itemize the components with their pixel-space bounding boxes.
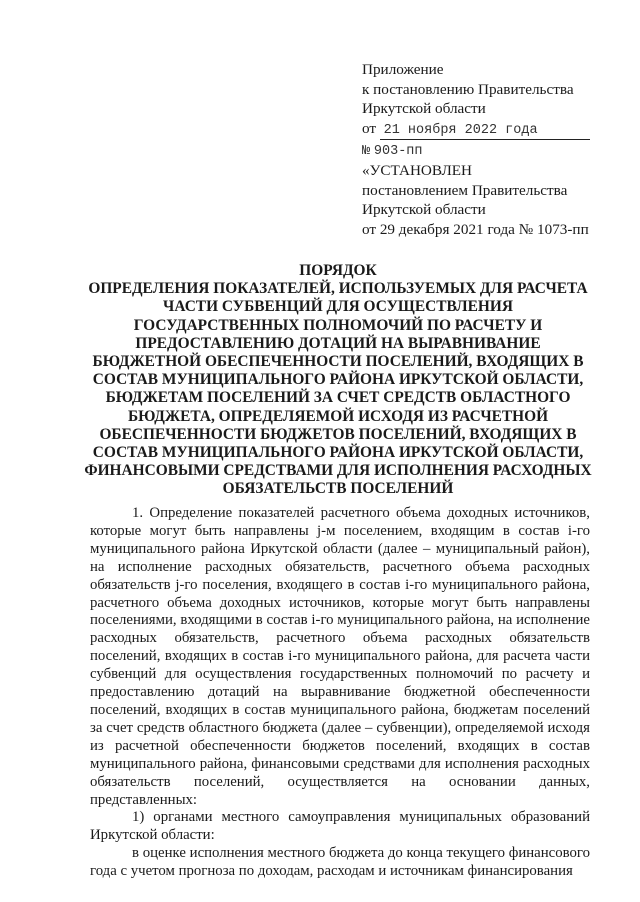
paragraph-3: в оценке исполнения местного бюджета до конца текущего финансового года с учетом прогноза по доходам, расходам и источникам финансирования bbox=[90, 845, 590, 880]
title-line: СОСТАВ МУНИЦИПАЛЬНОГО РАЙОНА ИРКУТСКОЙ ОБЛАСТИ, bbox=[92, 444, 584, 462]
title-line: ЧАСТИ СУБВЕНЦИЙ ДЛЯ ОСУЩЕСТВЛЕНИЯ bbox=[163, 298, 513, 316]
date-prefix: от bbox=[362, 119, 377, 137]
paragraph-2: 1) органами местного самоуправления муниципальных образований Иркутской области: bbox=[90, 809, 590, 844]
established-region: Иркутской области bbox=[362, 201, 486, 218]
established-by: постановлением Правительства bbox=[362, 181, 568, 199]
title-line: ОБЕСПЕЧЕННОСТИ БЮДЖЕТОВ ПОСЕЛЕНИЙ, ВХОДЯЩИХ В bbox=[99, 425, 577, 443]
appendix-label: Приложение bbox=[362, 61, 444, 78]
title-line: ОПРЕДЕЛЕНИЯ ПОКАЗАТЕЛЕЙ, ИСПОЛЬЗУЕМЫХ ДЛЯ РАСЧЕТА bbox=[88, 280, 588, 298]
resolution-reference: к постановлению Правительства bbox=[362, 80, 574, 98]
established-date: от 29 декабря 2021 года № 1073-пп bbox=[362, 220, 589, 238]
document-title bbox=[70, 262, 606, 499]
date-field bbox=[380, 121, 590, 140]
title-line: БЮДЖЕТНОЙ ОБЕСПЕЧЕННОСТИ ПОСЕЛЕНИЙ, ВХОДЯЩИХ В bbox=[92, 353, 584, 371]
title-line: ПРЕДОСТАВЛЕНИЮ ДОТАЦИЙ НА ВЫРАВНИВАНИЕ bbox=[135, 334, 541, 352]
resolution-number-row bbox=[362, 140, 602, 162]
region-name: Иркутской области bbox=[362, 100, 486, 117]
title-line: ОБЯЗАТЕЛЬСТВ ПОСЕЛЕНИЙ bbox=[222, 480, 454, 498]
title-line: ГОСУДАРСТВЕННЫХ ПОЛНОМОЧИЙ ПО РАСЧЕТУ И bbox=[133, 316, 543, 334]
date-value: 21 ноября 2022 года bbox=[383, 122, 538, 138]
title-line: СОСТАВ МУНИЦИПАЛЬНОГО РАЙОНА ИРКУТСКОЙ ОБЛАСТИ, bbox=[92, 371, 584, 389]
title-line: БЮДЖЕТАМ ПОСЕЛЕНИЙ ЗА СЧЕТ СРЕДСТВ ОБЛАСТНОГО bbox=[105, 389, 571, 407]
document-body bbox=[90, 505, 590, 881]
number-prefix: № bbox=[362, 143, 371, 159]
appendix-header bbox=[362, 60, 602, 239]
title-line: БЮДЖЕТА, ОПРЕДЕЛЯЕМОЙ ИСХОДЯ ИЗ РАСЧЕТНОЙ bbox=[127, 407, 549, 425]
title-line: ФИНАНСОВЫМИ СРЕДСТВАМИ ДЛЯ ИСПОЛНЕНИЯ РАСХОДНЫХ bbox=[84, 462, 592, 480]
title-heading: ПОРЯДОК bbox=[299, 262, 377, 279]
established-label: «УСТАНОВЛЕН bbox=[362, 162, 472, 179]
number-value: 903-пп bbox=[373, 143, 423, 159]
paragraph-1: 1. Определение показателей расчетного объема доходных источников, которые могут быть направлены j-м поселением, входящим в состав i-го муниципального района Иркутской области (далее – муниципальный район), на исполнение расходных обязательств, расчетного объема расходных обязательств j-го поселения, входящего в состав i-го муниципального района, расчетного объема доходных источников, которые могут быть направлены поселениями, входящими в состав i-го муниципального района, на исполнение расходных обязательств, расчетного объема расходных обязательств поселений, входящих в состав i-го муниципального района, для расчета части субвенций для осуществления государственных полномочий по расчету и предоставлению дотаций на выравнивание бюджетной обеспеченности поселений, входящих в состав муниципального района, бюджетам поселений за счет средств областного бюджета (далее – субвенции), определяемой исходя из расчетной обеспеченности бюджетов поселений, входящих в состав муниципального района, финансовыми средствами для исполнения расходных обязательств поселений, осуществляется на основании данных, представленных: bbox=[90, 505, 590, 808]
resolution-date-row bbox=[362, 119, 602, 140]
